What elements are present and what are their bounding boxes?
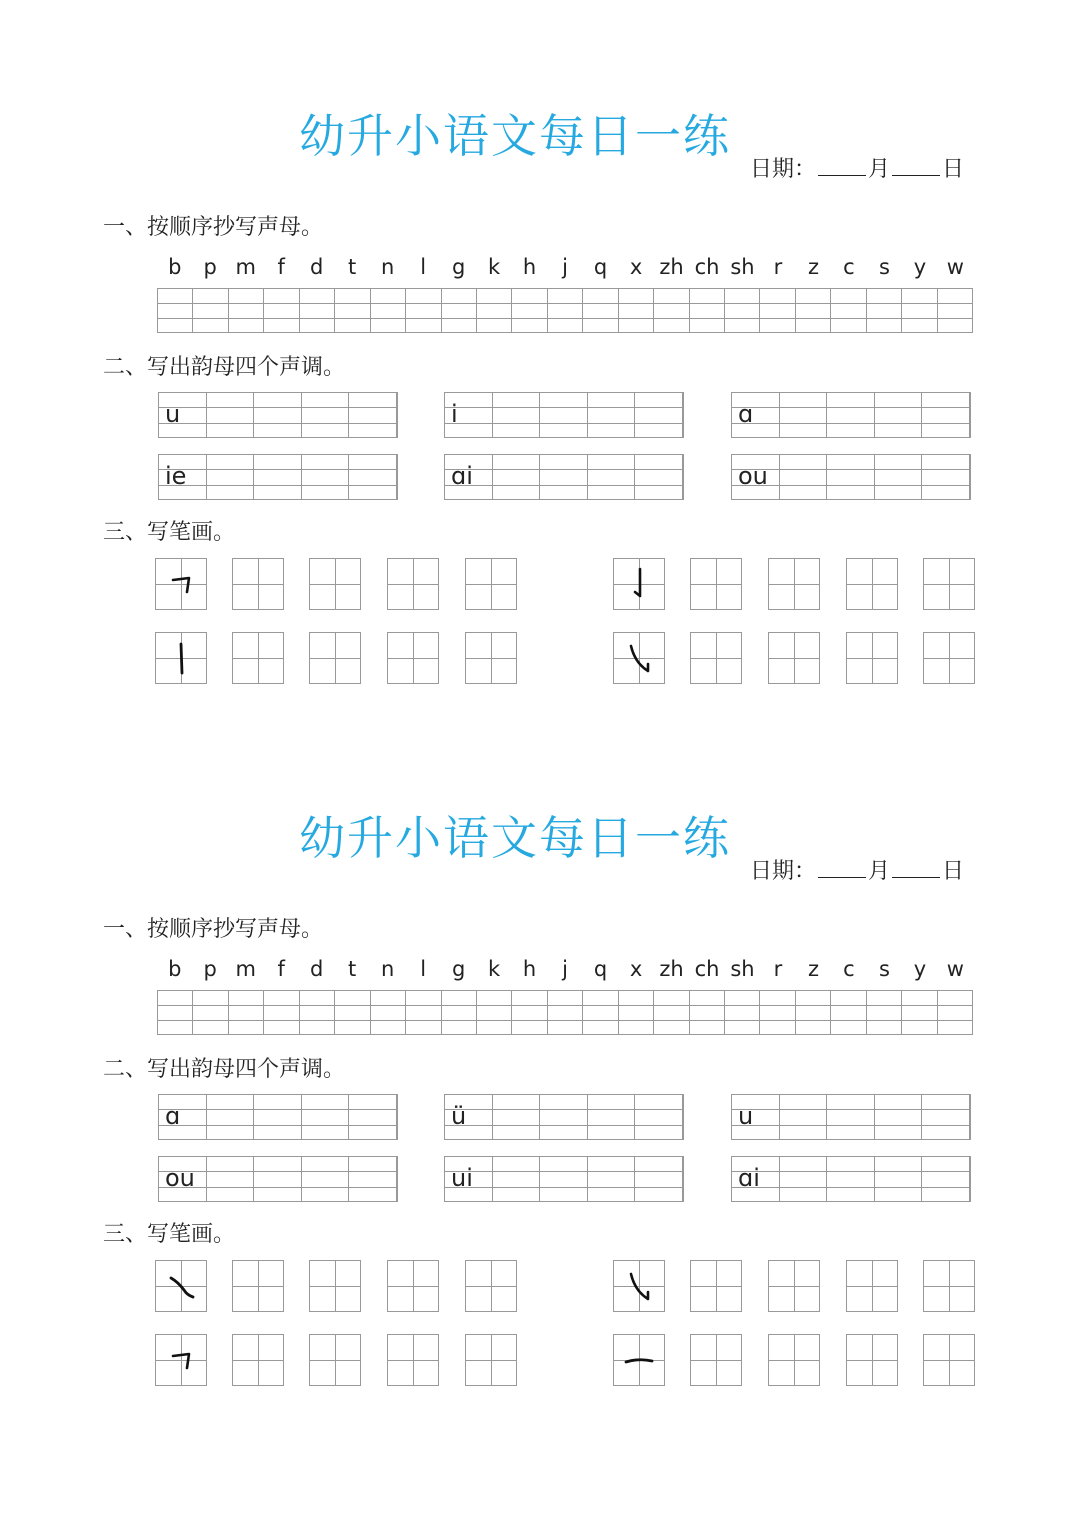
writing-cell[interactable] xyxy=(796,991,831,1034)
tone-cell[interactable] xyxy=(827,455,875,499)
initial-letter: x xyxy=(629,957,643,981)
tian-grid-cell[interactable] xyxy=(387,632,439,684)
tian-grid-cell[interactable] xyxy=(465,1334,517,1386)
initial-letter: y xyxy=(913,957,927,981)
writing-cell[interactable] xyxy=(760,289,795,332)
writing-cell[interactable] xyxy=(725,991,760,1034)
tone-cell[interactable] xyxy=(780,1157,828,1201)
tone-cell[interactable] xyxy=(827,393,875,437)
tian-grid-cell[interactable] xyxy=(846,1334,898,1386)
tian-grid-cell[interactable] xyxy=(155,1334,207,1386)
writing-cell[interactable] xyxy=(938,991,972,1034)
day-blank[interactable] xyxy=(892,857,940,878)
tian-grid-cell[interactable] xyxy=(465,1260,517,1312)
initial-letter: q xyxy=(593,255,608,279)
tone-cell[interactable] xyxy=(302,1095,350,1139)
writing-cell[interactable] xyxy=(902,289,937,332)
initials-row xyxy=(157,957,973,987)
tone-cell[interactable] xyxy=(302,455,350,499)
initial-letter: d xyxy=(310,255,324,279)
tone-cell[interactable] xyxy=(302,1157,350,1201)
writing-cell[interactable] xyxy=(406,289,441,332)
date-line xyxy=(750,854,964,885)
writing-cell[interactable] xyxy=(193,991,228,1034)
month-label: 月 xyxy=(868,859,891,884)
writing-cell[interactable] xyxy=(619,991,654,1034)
final-label: ou xyxy=(738,462,768,490)
initial-letter: y xyxy=(913,255,927,279)
final-label: u xyxy=(165,400,181,428)
tone-cell[interactable] xyxy=(875,1095,923,1139)
final-writing-box[interactable] xyxy=(731,454,971,500)
initial-letter: h xyxy=(522,957,537,981)
worksheet-1 xyxy=(0,0,1080,740)
hengzhe-icon xyxy=(156,1335,206,1385)
tone-cell[interactable] xyxy=(254,1157,302,1201)
tian-grid-cell[interactable] xyxy=(387,558,439,610)
tone-cell[interactable] xyxy=(540,1095,588,1139)
initial-letter: c xyxy=(843,255,855,279)
initial-letter: q xyxy=(593,957,608,981)
section-heading-finals: 二、写出韵母四个声调。 xyxy=(103,355,346,380)
initial-letter: zh xyxy=(659,255,684,279)
tone-cell[interactable] xyxy=(635,1157,683,1201)
tone-cell[interactable] xyxy=(875,1157,923,1201)
month-blank[interactable] xyxy=(818,857,866,878)
four-line-grid[interactable] xyxy=(157,990,973,1035)
initial-letter: ch xyxy=(694,255,720,279)
writing-cell[interactable] xyxy=(548,289,583,332)
section-heading-initials: 一、按顺序抄写声母。 xyxy=(103,917,324,942)
tian-grid-cell[interactable] xyxy=(465,632,517,684)
initial-letter: k xyxy=(488,957,501,981)
month-blank[interactable] xyxy=(818,155,866,176)
final-writing-box[interactable] xyxy=(158,392,398,438)
tone-cell[interactable] xyxy=(588,455,636,499)
tone-cell[interactable] xyxy=(493,1157,541,1201)
initial-letter: n xyxy=(380,255,395,279)
tone-cell[interactable] xyxy=(254,455,302,499)
writing-cell[interactable] xyxy=(760,991,795,1034)
tone-cell[interactable] xyxy=(780,393,828,437)
final-label: u xyxy=(738,1102,754,1130)
writing-cell[interactable] xyxy=(512,991,547,1034)
initial-letter: b xyxy=(168,957,182,981)
initial-letter: s xyxy=(878,255,890,279)
tone-cell[interactable] xyxy=(922,455,970,499)
tone-cell[interactable] xyxy=(588,1157,636,1201)
month-label: 月 xyxy=(868,157,891,182)
tone-cell[interactable] xyxy=(922,1095,970,1139)
tian-grid-cell[interactable] xyxy=(846,632,898,684)
tone-cell[interactable] xyxy=(922,393,970,437)
final-writing-box[interactable] xyxy=(158,1156,398,1202)
tone-cell[interactable] xyxy=(922,1157,970,1201)
writing-cell[interactable] xyxy=(512,289,547,332)
final-label: ou xyxy=(165,1164,195,1192)
tian-grid-cell[interactable] xyxy=(690,1334,742,1386)
day-label: 日 xyxy=(942,859,965,884)
tian-grid-cell[interactable] xyxy=(923,1334,975,1386)
tian-grid-cell[interactable] xyxy=(768,1334,820,1386)
initial-letter: z xyxy=(807,255,819,279)
writing-cell[interactable] xyxy=(690,991,725,1034)
writing-cell[interactable] xyxy=(690,289,725,332)
tian-grid-cell[interactable] xyxy=(232,1334,284,1386)
initial-letter: z xyxy=(807,957,819,981)
initial-letter: sh xyxy=(730,255,755,279)
tone-cell[interactable] xyxy=(780,1095,828,1139)
writing-cell[interactable] xyxy=(902,991,937,1034)
tian-grid-cell[interactable] xyxy=(768,558,820,610)
initial-letter: x xyxy=(629,255,643,279)
tian-grid-cell[interactable] xyxy=(387,1334,439,1386)
worksheet-title: 幼升小语文每日一练 xyxy=(299,811,731,865)
writing-cell[interactable] xyxy=(867,991,902,1034)
tian-grid-cell[interactable] xyxy=(846,1260,898,1312)
writing-cell[interactable] xyxy=(619,289,654,332)
tone-cell[interactable] xyxy=(254,1095,302,1139)
date-label: 日期： xyxy=(750,157,817,182)
initial-letter: r xyxy=(773,957,783,981)
tian-grid-cell[interactable] xyxy=(613,1260,665,1312)
final-label: ü xyxy=(451,1102,467,1130)
tone-cell[interactable] xyxy=(540,393,588,437)
final-writing-box[interactable] xyxy=(158,454,398,500)
tian-grid-cell[interactable] xyxy=(613,1334,665,1386)
initial-letter: s xyxy=(878,957,890,981)
tone-cell[interactable] xyxy=(635,455,683,499)
tian-grid-cell[interactable] xyxy=(690,632,742,684)
initial-letter: p xyxy=(203,957,217,981)
writing-cell[interactable] xyxy=(654,991,689,1034)
worksheet-2 xyxy=(0,702,1080,1442)
shugou-icon xyxy=(614,559,664,609)
initial-letter: ch xyxy=(694,957,720,981)
initial-letter: f xyxy=(277,255,285,279)
tian-grid-cell[interactable] xyxy=(846,558,898,610)
initial-letter: w xyxy=(946,957,964,981)
writing-cell[interactable] xyxy=(229,991,264,1034)
writing-cell[interactable] xyxy=(335,991,370,1034)
writing-cell[interactable] xyxy=(831,991,866,1034)
initial-letter: zh xyxy=(659,957,684,981)
writing-cell[interactable] xyxy=(654,289,689,332)
day-label: 日 xyxy=(942,157,965,182)
tian-grid-cell[interactable] xyxy=(232,632,284,684)
date-label: 日期： xyxy=(750,859,817,884)
writing-cell[interactable] xyxy=(300,289,335,332)
four-line-grid[interactable] xyxy=(157,288,973,333)
final-writing-box[interactable] xyxy=(444,392,684,438)
writing-cell[interactable] xyxy=(442,991,477,1034)
initial-letter: j xyxy=(562,957,568,981)
initial-letter: g xyxy=(451,255,466,279)
writing-cell[interactable] xyxy=(548,991,583,1034)
heng-icon xyxy=(614,1335,664,1385)
tone-cell[interactable] xyxy=(875,393,923,437)
tian-grid-cell[interactable] xyxy=(768,632,820,684)
initial-letter: k xyxy=(488,255,501,279)
tian-grid-cell[interactable] xyxy=(768,1260,820,1312)
tone-cell[interactable] xyxy=(780,455,828,499)
shu-icon xyxy=(156,633,206,683)
tian-grid-cell[interactable] xyxy=(155,1260,207,1312)
writing-cell[interactable] xyxy=(193,289,228,332)
initial-letter: w xyxy=(946,255,964,279)
initial-letter: d xyxy=(310,957,324,981)
writing-cell[interactable] xyxy=(725,289,760,332)
tone-cell[interactable] xyxy=(207,1095,255,1139)
tone-cell[interactable] xyxy=(540,455,588,499)
final-label: ie xyxy=(165,462,187,490)
initial-letter: h xyxy=(522,255,537,279)
final-label: ɑi xyxy=(451,462,473,490)
tone-cell[interactable] xyxy=(493,455,541,499)
writing-cell[interactable] xyxy=(300,991,335,1034)
wogou-icon xyxy=(614,633,664,683)
tian-grid-cell[interactable] xyxy=(923,558,975,610)
initial-letter: m xyxy=(235,255,256,279)
tian-grid-cell[interactable] xyxy=(923,632,975,684)
writing-cell[interactable] xyxy=(264,991,299,1034)
worksheet-title: 幼升小语文每日一练 xyxy=(299,109,731,163)
final-label: ui xyxy=(451,1164,473,1192)
initial-letter: sh xyxy=(730,957,755,981)
tian-grid-cell[interactable] xyxy=(690,1260,742,1312)
na-icon xyxy=(156,1261,206,1311)
tone-cell[interactable] xyxy=(493,393,541,437)
initial-letter: m xyxy=(235,957,256,981)
final-label: ɑ xyxy=(165,1102,181,1130)
writing-cell[interactable] xyxy=(229,289,264,332)
initial-letter: r xyxy=(773,255,783,279)
final-writing-box[interactable] xyxy=(158,1094,398,1140)
writing-cell[interactable] xyxy=(158,991,193,1034)
final-writing-box[interactable] xyxy=(731,1156,971,1202)
tian-grid-cell[interactable] xyxy=(309,632,361,684)
tian-grid-cell[interactable] xyxy=(232,558,284,610)
writing-cell[interactable] xyxy=(158,289,193,332)
writing-cell[interactable] xyxy=(264,289,299,332)
section-heading-strokes: 三、写笔画。 xyxy=(103,1222,236,1247)
tone-cell[interactable] xyxy=(349,455,397,499)
final-writing-box[interactable] xyxy=(444,1156,684,1202)
final-label: i xyxy=(451,400,458,428)
initial-letter: f xyxy=(277,957,285,981)
wogou-icon xyxy=(614,1261,664,1311)
writing-cell[interactable] xyxy=(442,289,477,332)
tone-cell[interactable] xyxy=(540,1157,588,1201)
writing-cell[interactable] xyxy=(938,289,972,332)
final-writing-box[interactable] xyxy=(731,1094,971,1140)
tone-cell[interactable] xyxy=(302,393,350,437)
initial-letter: g xyxy=(451,957,466,981)
writing-cell[interactable] xyxy=(477,991,512,1034)
initial-letter: n xyxy=(380,957,395,981)
tone-cell[interactable] xyxy=(827,1157,875,1201)
writing-cell[interactable] xyxy=(406,991,441,1034)
writing-cell[interactable] xyxy=(477,289,512,332)
final-writing-box[interactable] xyxy=(731,392,971,438)
day-blank[interactable] xyxy=(892,155,940,176)
initial-letter: l xyxy=(420,255,427,279)
tian-grid-cell[interactable] xyxy=(613,632,665,684)
writing-cell[interactable] xyxy=(831,289,866,332)
tian-grid-cell[interactable] xyxy=(309,1260,361,1312)
final-label: ɑi xyxy=(738,1164,760,1192)
tian-grid-cell[interactable] xyxy=(923,1260,975,1312)
tone-cell[interactable] xyxy=(207,1157,255,1201)
date-line xyxy=(750,152,964,183)
initials-row xyxy=(157,255,973,285)
tian-grid-cell[interactable] xyxy=(232,1260,284,1312)
tian-grid-cell[interactable] xyxy=(690,558,742,610)
tone-cell[interactable] xyxy=(207,393,255,437)
tone-cell[interactable] xyxy=(875,455,923,499)
writing-cell[interactable] xyxy=(335,289,370,332)
final-label: ɑ xyxy=(738,400,754,428)
tian-grid-cell[interactable] xyxy=(465,558,517,610)
initial-letter: l xyxy=(420,957,427,981)
tian-grid-cell[interactable] xyxy=(155,632,207,684)
writing-cell[interactable] xyxy=(583,289,618,332)
tian-grid-cell[interactable] xyxy=(155,558,207,610)
final-writing-box[interactable] xyxy=(444,454,684,500)
tian-grid-cell[interactable] xyxy=(309,1334,361,1386)
final-writing-box[interactable] xyxy=(444,1094,684,1140)
section-heading-strokes: 三、写笔画。 xyxy=(103,520,236,545)
initial-letter: b xyxy=(168,255,182,279)
initial-letter: t xyxy=(348,255,357,279)
initial-letter: p xyxy=(203,255,217,279)
tone-cell[interactable] xyxy=(588,1095,636,1139)
tone-cell[interactable] xyxy=(254,393,302,437)
tone-cell[interactable] xyxy=(349,1157,397,1201)
initial-letter: j xyxy=(562,255,568,279)
writing-cell[interactable] xyxy=(867,289,902,332)
tone-cell[interactable] xyxy=(635,393,683,437)
tian-grid-cell[interactable] xyxy=(613,558,665,610)
tone-cell[interactable] xyxy=(635,1095,683,1139)
tone-cell[interactable] xyxy=(588,393,636,437)
writing-cell[interactable] xyxy=(583,991,618,1034)
tone-cell[interactable] xyxy=(827,1095,875,1139)
writing-cell[interactable] xyxy=(371,991,406,1034)
tian-grid-cell[interactable] xyxy=(387,1260,439,1312)
tone-cell[interactable] xyxy=(349,393,397,437)
section-heading-initials: 一、按顺序抄写声母。 xyxy=(103,215,324,240)
section-heading-finals: 二、写出韵母四个声调。 xyxy=(103,1057,346,1082)
tone-cell[interactable] xyxy=(493,1095,541,1139)
hengzhe-icon xyxy=(156,559,206,609)
writing-cell[interactable] xyxy=(371,289,406,332)
initial-letter: c xyxy=(843,957,855,981)
tone-cell[interactable] xyxy=(349,1095,397,1139)
tian-grid-cell[interactable] xyxy=(309,558,361,610)
tone-cell[interactable] xyxy=(207,455,255,499)
initial-letter: t xyxy=(348,957,357,981)
writing-cell[interactable] xyxy=(796,289,831,332)
